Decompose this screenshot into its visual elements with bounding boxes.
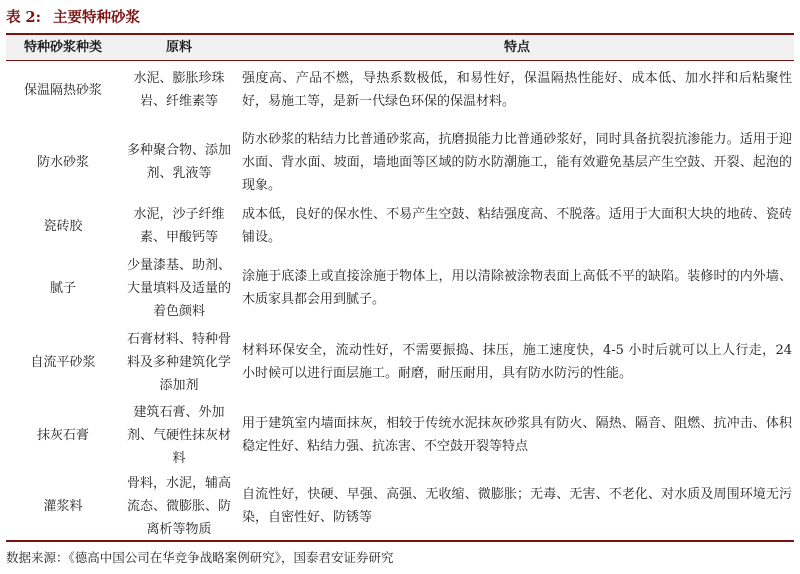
table-title: [6, 4, 140, 32]
header-type: 特种砂浆种类: [23, 40, 102, 55]
row-name-waterproof-mortar: 防水砂浆: [36, 154, 89, 170]
row-materials-insulation-mortar: 水泥、膨胀珍珠岩、纤维素等: [133, 71, 225, 109]
header-materials: 原料: [165, 40, 192, 55]
row-name-insulation-mortar: 保温隔热砂浆: [23, 82, 102, 98]
row-features-plastering-gypsum: 用于建筑室内墙面抹灰，相较于传统水泥抹灰砂浆具有防火、隔热、隔音、阻燃、抗冲击、体积稳定性好、粘结力强、抗冻害、不空鼓开裂等特点: [242, 416, 792, 454]
row-materials-tile-adhesive: 水泥，沙子纤维素、甲酸钙等: [133, 207, 225, 245]
row-features-self-leveling-mortar: 材料环保安全，流动性好，不需要振捣、抹压，施工速度快，4-5 小时后就可以上人行走，24 小时候可以进行面层施工。耐磨，耐压耐用，具有防水防污的性能。: [242, 343, 792, 381]
row-name-self-leveling-mortar: 自流平砂浆: [30, 354, 96, 370]
row-materials-grouting-material: 骨料，水泥，辅高流态、微膨胀、防离析等物质: [126, 475, 231, 537]
row-name-grouting-material: 灌浆料: [43, 498, 83, 514]
row-materials-waterproof-mortar: 多种聚合物、添加剂、乳液等: [126, 143, 231, 181]
bottom-rule: [6, 540, 794, 542]
row-features-insulation-mortar: 强度高、产品不燃，导热系数极低，和易性好，保温隔热性能好、成本低、加水拌和后粘聚性好，易施工等，是新一代绿色环保的保温材料。: [242, 71, 792, 109]
row-features-putty: 涂施于底漆上或直接涂施于物体上，用以清除被涂物表面上高低不平的缺陷。装修时的内外墙、木质家具都会用到腻子。: [242, 269, 792, 307]
data-source-note: 数据来源：《德高中国公司在华竞争战略案例研究》，国泰君安证券研究: [6, 550, 394, 565]
row-materials-self-leveling-mortar: 石膏材料、特种骨料及多种建筑化学添加剂: [126, 331, 231, 393]
row-features-tile-adhesive: 成本低，良好的保水性、不易产生空鼓、粘结强度高、不脱落。适用于大面积大块的地砖、瓷砖铺设。: [242, 207, 792, 245]
row-name-tile-adhesive: 瓷砖胶: [43, 218, 83, 234]
row-materials-putty: 少量漆基、助剂、大量填料及适量的着色颜料: [126, 257, 231, 319]
table-number: 表 2:: [6, 9, 41, 26]
header-features: 特点: [503, 40, 530, 55]
row-name-plastering-gypsum: 抹灰石膏: [36, 427, 89, 443]
table-title-text: 主要特种砂浆: [53, 9, 140, 26]
row-name-putty: 腻子: [49, 280, 76, 296]
row-features-grouting-material: 自流性好，快硬、早强、高强、无收缩、微膨胀；无毒、无害、不老化、对水质及周围环境无污染，自密性好、防锈等: [242, 487, 792, 525]
header-rule: [6, 60, 794, 61]
row-materials-plastering-gypsum: 建筑石膏、外加剂、气硬性抹灰材料: [126, 404, 231, 466]
row-features-waterproof-mortar: 防水砂浆的粘结力比普通砂浆高，抗磨损能力比普通砂浆好，同时具备抗裂抗渗能力。适用于迎水面、背水面、坡面，墙地面等区域的防水防潮施工，能有效避免基层产生空鼓、开裂、起泡的现象。: [242, 131, 792, 193]
